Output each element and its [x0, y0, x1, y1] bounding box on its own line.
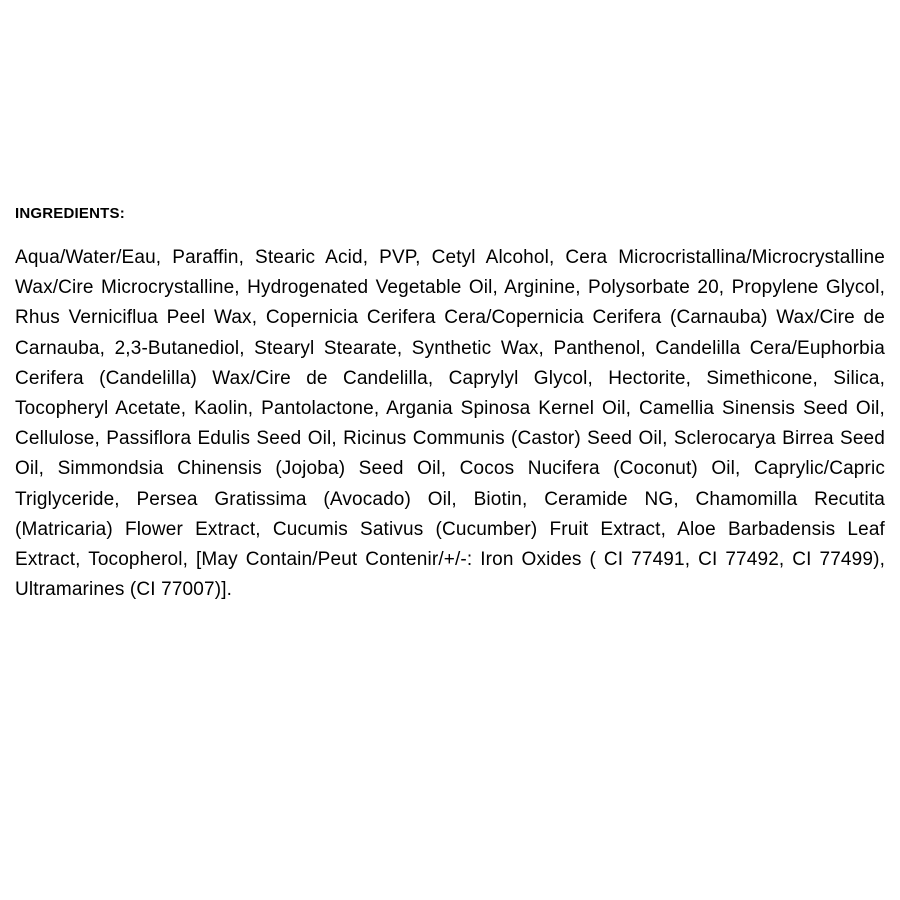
ingredients-list: Aqua/Water/Eau, Paraffin, Stearic Acid, PVP, Cetyl Alcohol, Cera Microcristallina/Microcrystalline Wax/Cire Microcrystalline, Hydrogenated Vegetable Oil, Arginine, Polysorbate 20, Propylene Glycol, Rhus Verniciflua Peel Wax, Copernicia Cerifera Cera/Copernicia Cerifera (Carnauba) Wax/Cire de Carnauba, 2,3-Butanediol, Stearyl Stearate, Synthetic Wax, Panthenol, Candelilla Cera/Euphorbia Cerifera (Candelilla) Wax/Cire de Candelilla, Caprylyl Glycol, Hectorite, Simethicone, Silica, Tocopheryl Acetate, Kaolin, Pantolactone, Argania Spinosa Kernel Oil, Camellia Sinensis Seed Oil, Cellulose, Passiflora Edulis Seed Oil, Ricinus Communis (Castor) Seed Oil, Sclerocarya Birrea Seed Oil, Simmondsia Chinensis (Jojoba) Seed Oil, Cocos Nucifera (Coconut) Oil, Caprylic/Capric Triglyceride, Persea Gratissima (Avocado) Oil, Biotin, Ceramide NG, Chamomilla Recutita (Matricaria) Flower Extract, Cucumis Sativus (Cucumber) Fruit Extract, Aloe Barbadensis Leaf Extract, Tocopherol, [May Contain/Peut Contenir/+/-: Iron Oxides ( CI 77491, CI 77492, CI 77499), Ultramarines (CI 77007)].: [15, 247, 885, 601]
ingredients-heading: INGREDIENTS:: [15, 205, 125, 222]
ingredients-panel: [15, 203, 885, 605]
